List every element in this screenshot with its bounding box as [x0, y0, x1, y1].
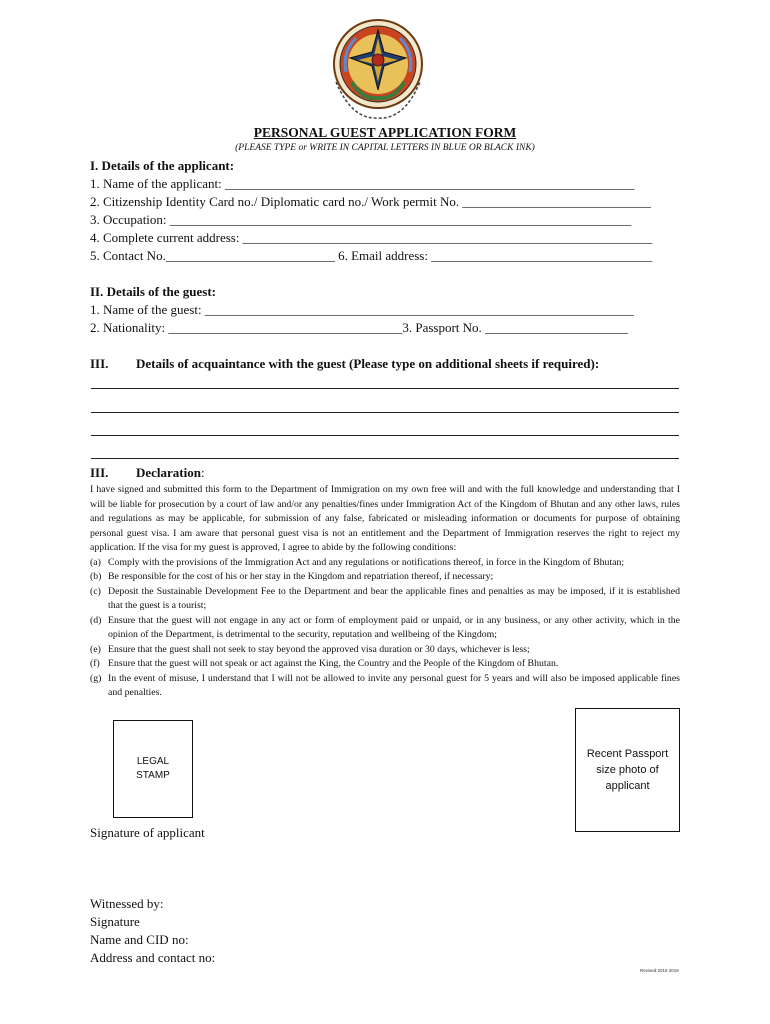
condition-label: (e): [90, 643, 101, 655]
legal-stamp-box[interactable]: [113, 720, 193, 818]
declaration-body: [90, 483, 680, 701]
condition-item: [90, 672, 680, 701]
acquaintance-line-4[interactable]: [91, 458, 679, 459]
citizenship-id-field[interactable]: 2. Citizenship Identity Card no./ Diplomatic card no./ Work permit No. _____________________________: [90, 194, 651, 209]
applicant-name-field[interactable]: 1. Name of the applicant: _______________________________________________________________: [90, 176, 635, 191]
witnessed-by-label: Witnessed by:: [90, 896, 164, 911]
condition-item: [90, 585, 680, 614]
declaration-colon: :: [200, 465, 205, 480]
condition-item: [90, 556, 680, 571]
occupation-field[interactable]: 3. Occupation: _______________________________________________________________________: [90, 212, 632, 227]
witness-signature-field[interactable]: Signature: [90, 914, 140, 929]
photo-line-3: applicant: [605, 780, 650, 792]
condition-text: Comply with the provisions of the Immigration Act and any regulations or notifications thereof, in force in the Kingdom of Bhutan;: [108, 556, 625, 568]
current-address-field[interactable]: 4. Complete current address: _______________________________________________________________: [90, 230, 653, 245]
condition-label: (g): [90, 672, 102, 684]
condition-text: Ensure that the guest will not speak or act against the King, the Country and the People of the Kingdom of Bhutan.: [108, 658, 559, 669]
photo-line-1: Recent Passport: [586, 748, 669, 760]
section-guest-heading: II. Details of the guest:: [90, 284, 217, 299]
condition-text: In the event of misuse, I understand that I will not be allowed to invite any personal guest for 5 years and will also be imposed applicable fines and penalties.: [108, 672, 680, 698]
witness-address-field[interactable]: Address and contact no:: [90, 950, 216, 965]
section-acquaintance-number: III.: [90, 356, 109, 371]
declaration-intro: I have signed and submitted this form to the Department of Immigration on my own free will and with the full knowledge and understanding that I will be liable for prosecution by a court of law and/or any penalties/fines under Immigration Act of the Kingdom of Bhutan and any other laws, rules and regulations as may be applicable, for submission of any false, fabricated or misleading information or documents for purpose of obtaining personal guest visa. I am aware that personal guest visa is not an entitlement and the Department of Immigration reserves the right to reject my application. If the visa for my guest is approved, I agree to abide by the following conditions:: [90, 484, 680, 553]
declaration-title: Declaration: [136, 465, 201, 480]
bhutan-emblem-icon: [322, 12, 434, 124]
condition-label: (a): [90, 556, 101, 568]
acquaintance-line-3[interactable]: [91, 435, 679, 436]
condition-label: (d): [90, 614, 102, 626]
witness-name-cid-field[interactable]: Name and CID no:: [90, 932, 189, 947]
condition-text: Ensure that the guest shall not seek to stay beyond the approved visa duration or 30 days, whichever is less;: [108, 643, 530, 655]
nationality-passport-field[interactable]: 2. Nationality: ____________________________________3. Passport No. ______________________: [90, 320, 629, 335]
condition-item: [90, 643, 680, 658]
acquaintance-line-1[interactable]: [91, 388, 679, 389]
section-acquaintance-heading: Details of acquaintance with the guest (Please type on additional sheets if required):: [136, 356, 600, 371]
condition-label: (b): [90, 571, 102, 582]
passport-photo-label: [587, 746, 668, 794]
condition-text: Deposit the Sustainable Development Fee to the Department and bear the applicable fines and penalties as may be imposed, if it is established that the guest is a tourist;: [108, 585, 680, 611]
passport-photo-box[interactable]: [575, 708, 680, 832]
revision-note: Revised 2018 2018: [640, 968, 679, 973]
section-applicant-heading: I. Details of the applicant:: [90, 158, 235, 173]
acquaintance-line-2[interactable]: [91, 412, 679, 413]
stamp-line-2: STAMP: [136, 770, 170, 781]
condition-item: [90, 614, 680, 643]
photo-line-2: size photo of: [596, 764, 659, 776]
contact-email-field[interactable]: 5. Contact No.__________________________ 6. Email address: __________________________________: [90, 248, 653, 263]
applicant-signature-label[interactable]: Signature of applicant: [90, 825, 205, 840]
legal-stamp-label: [136, 755, 170, 783]
form-title: PERSONAL GUEST APPLICATION FORM: [253, 125, 517, 140]
condition-item: [90, 570, 680, 585]
section-declaration-heading: [136, 465, 205, 481]
condition-item: [90, 657, 680, 672]
section-declaration-number: III.: [90, 465, 109, 480]
form-subtitle: (PLEASE TYPE or WRITE IN CAPITAL LETTERS IN BLUE OR BLACK INK): [235, 143, 535, 153]
stamp-line-1: LEGAL: [136, 756, 170, 767]
condition-text: Be responsible for the cost of his or her stay in the Kingdom and repatriation thereof, if necessary;: [108, 571, 494, 582]
condition-text: Ensure that the guest will not engage in any act or form of employment paid or unpaid, or in any business, or any other activity, which in the opinion of the Department, is detrimental to the security, reputation and wellbeing of the Kingdom;: [108, 614, 680, 640]
condition-label: (f): [90, 658, 100, 669]
condition-label: (c): [90, 585, 101, 597]
guest-name-field[interactable]: 1. Name of the guest: __________________________________________________________________: [90, 302, 634, 317]
